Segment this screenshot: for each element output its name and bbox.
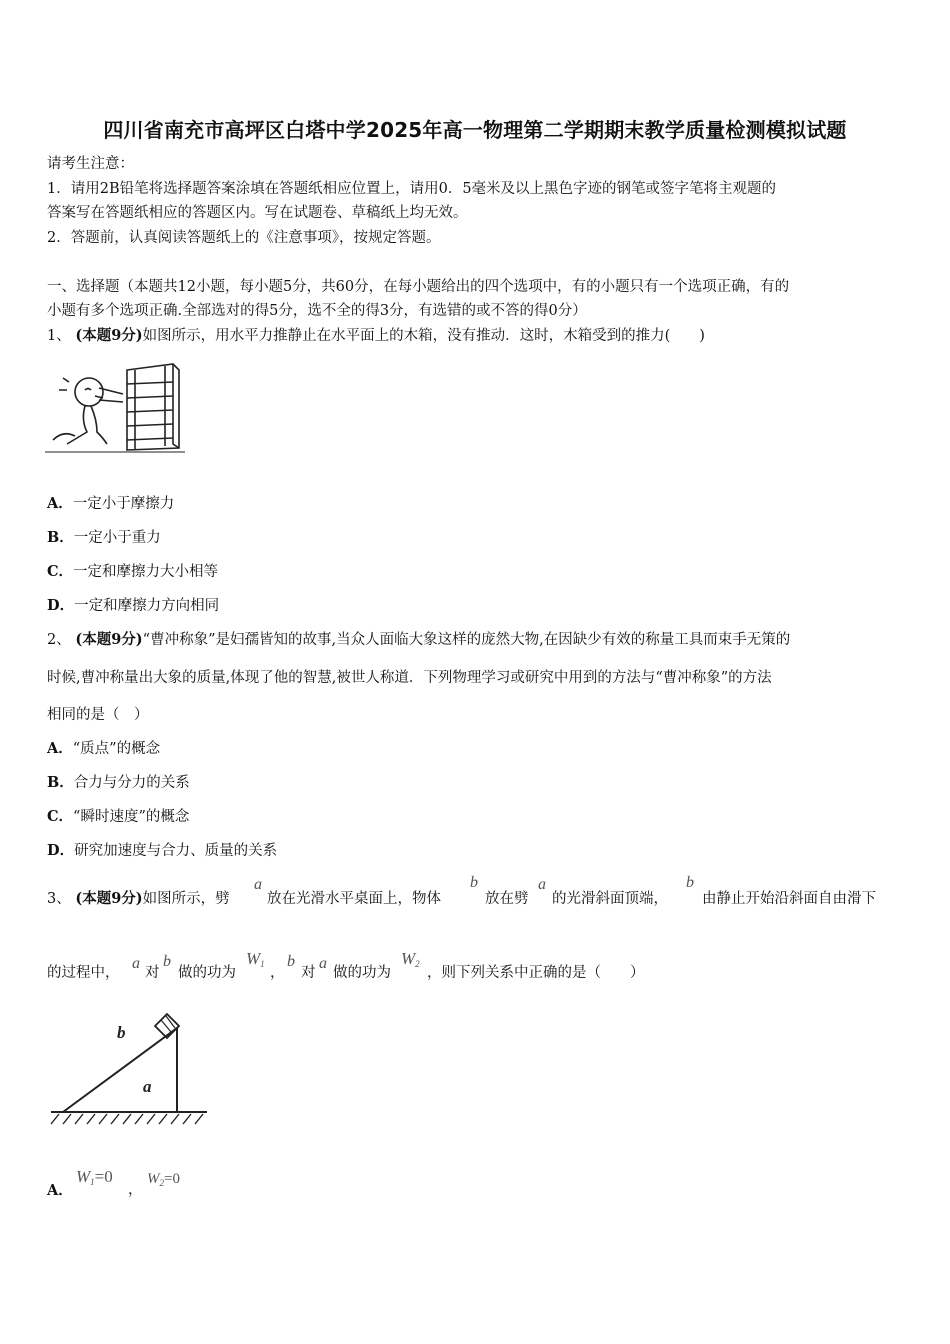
option-text: 研究加速度与合力、质量的关系	[74, 843, 278, 859]
option-text: “质点”的概念	[72, 741, 161, 757]
question-text: 由静止开始沿斜面自由滑下	[702, 891, 876, 907]
question-number: 1、	[47, 328, 71, 344]
w-symbol: W	[401, 949, 416, 968]
w-symbol: W	[76, 1167, 91, 1186]
var-a: a	[538, 876, 546, 893]
question-text: 如图所示，劈	[142, 891, 230, 907]
comma: ，	[270, 965, 285, 981]
var-w2	[401, 949, 420, 969]
notice-line: 1．请用2B铅笔将选择题答案涂填在答题纸相应位置上，请用0．5毫米及以上黑色字迹的钢笔或签字笔将主观题的	[47, 181, 777, 197]
option-c[interactable]	[47, 807, 189, 827]
option-label: B．	[47, 529, 74, 546]
subscript: 2	[159, 1178, 164, 1188]
option-text: 一定和摩擦力大小相等	[73, 564, 219, 580]
option-label: B．	[47, 774, 74, 791]
option-label: C．	[47, 563, 74, 580]
option-label: D．	[47, 842, 75, 859]
question-2-text: 相同的是（ ）	[47, 707, 149, 723]
question-score: (本题9分)	[75, 327, 143, 344]
label-a: a	[143, 1077, 152, 1096]
var-b: b	[163, 953, 171, 970]
question-1-stem	[47, 326, 705, 346]
option-label[interactable]: A．	[47, 1182, 73, 1199]
option-text: 合力与分力的关系	[73, 775, 190, 791]
option-a[interactable]	[47, 739, 160, 759]
question-text: 做的功为	[178, 965, 236, 981]
question-2-text: 时候,曹冲称量出大象的质量,体现了他的智慧,被世人称道．下列物理学习或研究中用到的方法与“曹冲称象”的方法	[47, 670, 772, 686]
option-label: C．	[47, 808, 74, 825]
option-b[interactable]	[47, 528, 161, 548]
var-b: b	[470, 874, 478, 891]
question-text: 如图所示，用水平力推静止在水平面上的木箱，没有推动．这时，木箱受到的推力( )	[142, 328, 705, 344]
section-heading: 一、选择题（本题共12小题，每小题5分，共60分，在每小题给出的四个选项中，有的小题只有一个选项正确，有的	[47, 279, 790, 295]
var-b: b	[287, 953, 295, 970]
question-text: 放在劈	[485, 891, 529, 907]
wedge-incline-figure	[45, 1010, 210, 1135]
option-c[interactable]	[47, 562, 218, 582]
question-3-stem	[47, 889, 230, 909]
question-text: “曹冲称象”是妇孺皆知的故事,当众人面临大象这样的庞然大物,在因缺少有效的称量工具而束手无策的	[142, 632, 791, 648]
option-text: 一定和摩擦力方向相同	[74, 598, 220, 614]
option-text: 一定小于摩擦力	[72, 496, 175, 512]
comma: ，	[128, 1182, 143, 1198]
w-symbol: W	[246, 949, 261, 968]
option-a-eq2[interactable]	[147, 1171, 180, 1188]
var-a: a	[254, 876, 262, 893]
question-text: 对	[145, 965, 160, 981]
question-2-stem	[47, 630, 790, 650]
question-score: (本题9分)	[75, 631, 143, 648]
question-text: ，则下列关系中正确的是（ ）	[427, 965, 645, 981]
option-text: 一定小于重力	[73, 530, 161, 546]
option-text: “瞬时速度”的概念	[73, 809, 190, 825]
option-b[interactable]	[47, 773, 190, 793]
subscript: 2	[415, 959, 420, 969]
option-a[interactable]	[47, 494, 174, 514]
question-text: 对	[301, 965, 316, 981]
question-text: 做的功为	[333, 965, 391, 981]
question-text: 的过程中，	[47, 965, 120, 981]
option-a-eq1[interactable]	[76, 1167, 113, 1187]
option-label: D．	[47, 597, 75, 614]
notice-line: 2．答题前，认真阅读答题纸上的《注意事项》，按规定答题。	[47, 230, 441, 246]
var-b: b	[686, 874, 694, 891]
question-score: (本题9分)	[75, 890, 143, 907]
var-a: a	[319, 955, 327, 972]
section-heading: 小题有多个选项正确.全部选对的得5分，选不全的得3分，有选错的或不答的得0分）	[47, 303, 587, 319]
question-number: 2、	[47, 632, 71, 648]
option-d[interactable]	[47, 841, 277, 861]
w-symbol: W	[147, 1171, 160, 1187]
equation-value: =0	[164, 1171, 180, 1187]
label-b: b	[117, 1023, 126, 1042]
subscript: 1	[90, 1177, 95, 1187]
option-label: A．	[47, 495, 73, 512]
var-w1	[246, 949, 265, 969]
var-a: a	[132, 955, 140, 972]
notice-heading: 请考生注意：	[47, 156, 134, 172]
option-label: A．	[47, 740, 73, 757]
question-text: 放在光滑水平桌面上，物体	[267, 891, 441, 907]
subscript: 1	[260, 959, 265, 969]
question-number: 3、	[47, 891, 71, 907]
equation-value: =0	[94, 1167, 113, 1186]
person-pushing-box-figure	[45, 360, 185, 455]
option-d[interactable]	[47, 596, 219, 616]
notice-line: 答案写在答题纸相应的答题区内。写在试题卷、草稿纸上均无效。	[47, 205, 468, 221]
page-title: 四川省南充市高坪区白塔中学2025年高一物理第二学期期末教学质量检测模拟试题	[103, 118, 847, 142]
question-text: 的光滑斜面顶端，	[552, 891, 668, 907]
